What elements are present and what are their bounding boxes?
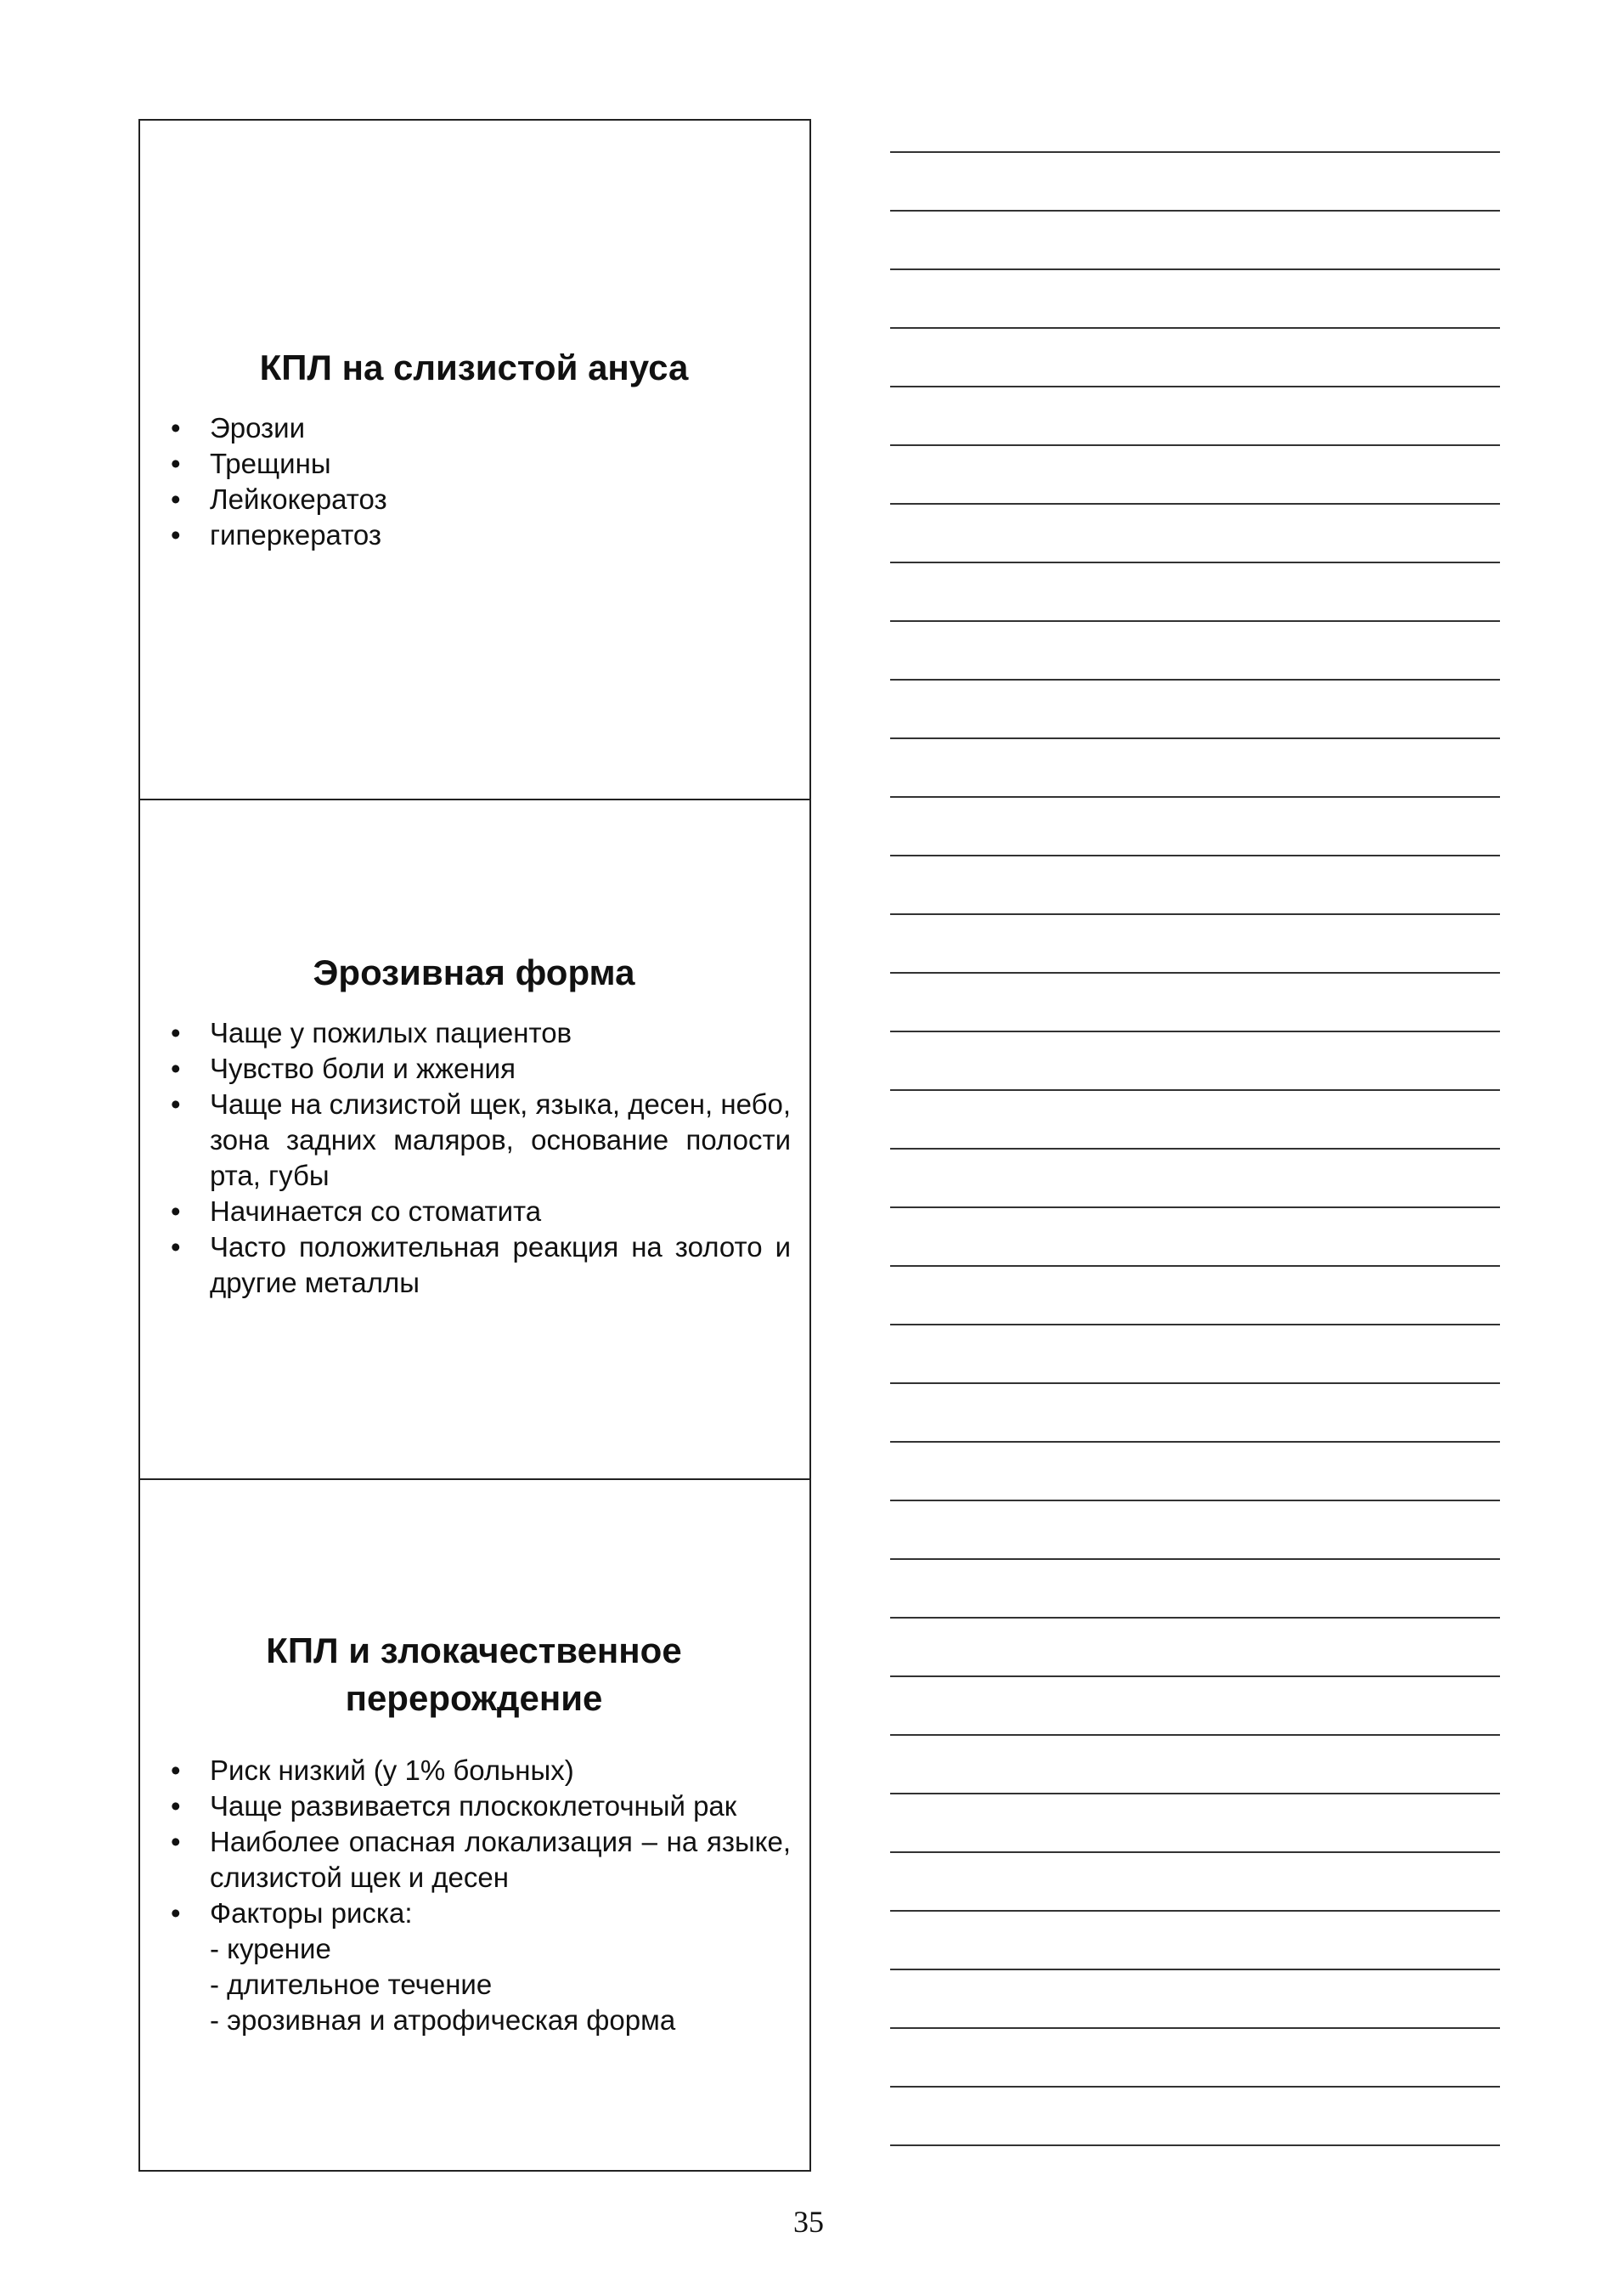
note-line (890, 1031, 1500, 1032)
note-line (890, 2086, 1500, 2088)
bullet-icon: • (171, 412, 181, 444)
risk-factor-item: - курение (210, 1933, 331, 1964)
bullet-list (157, 410, 791, 553)
page-number: 35 (793, 2205, 824, 2239)
note-line (890, 1500, 1500, 1501)
note-line (890, 1148, 1500, 1150)
note-line (890, 972, 1500, 974)
slide-title: КПЛ на слизистой ануса (259, 347, 689, 387)
bullet-icon: • (171, 1790, 181, 1822)
risk-factor-item: - эрозивная и атрофическая форма (210, 2004, 676, 2036)
note-line (890, 210, 1500, 212)
bullet-icon: • (171, 1754, 181, 1786)
note-line (890, 855, 1500, 856)
note-line (890, 796, 1500, 798)
bullet-icon: • (171, 1897, 181, 1929)
slide-erosive-form (140, 800, 809, 1480)
bullet-item: • Чаще у пожилых пациентов (157, 1015, 791, 1051)
bullet-icon: • (171, 1826, 181, 1857)
slide-title-line: перерождение (345, 1678, 603, 1718)
slide-malignancy (140, 1480, 809, 2172)
slides-column (138, 119, 811, 2172)
note-line (890, 1851, 1500, 1853)
bullet-icon: • (171, 448, 181, 479)
slide-title-line: КПЛ и злокачественное (266, 1630, 682, 1670)
note-line (890, 2144, 1500, 2146)
note-line (890, 620, 1500, 622)
note-line (890, 1265, 1500, 1267)
bullet-item: • Часто положительная реакция на золото и другие металлы (171, 1231, 791, 1298)
bullet-list (157, 1015, 791, 1301)
note-line (890, 1441, 1500, 1443)
note-line (890, 1617, 1500, 1619)
bullet-item: • Чаще развивается плоскоклеточный рак (157, 1788, 791, 1824)
note-line (890, 1675, 1500, 1677)
note-line (890, 1558, 1500, 1560)
note-line (890, 268, 1500, 270)
bullet-item: • Начинается со стоматита (157, 1194, 791, 1229)
bullet-icon: • (171, 1088, 181, 1120)
note-line (890, 2027, 1500, 2029)
note-line (890, 562, 1500, 563)
note-line (890, 913, 1500, 915)
note-line (890, 503, 1500, 505)
note-line (890, 1089, 1500, 1091)
bullet-icon: • (171, 1017, 181, 1048)
bullet-list (157, 1753, 791, 2038)
bullet-item: • Эрозии (157, 410, 791, 446)
note-line (890, 1734, 1500, 1736)
bullet-item: • Факторы риска: (157, 1896, 791, 1931)
bullet-icon: • (171, 1195, 181, 1227)
note-line (890, 386, 1500, 387)
note-line (890, 1910, 1500, 1912)
slide-title: Эрозивная форма (313, 952, 635, 992)
note-line (890, 679, 1500, 681)
bullet-icon: • (171, 1231, 181, 1263)
bullet-icon: • (171, 519, 181, 551)
risk-factor-item: - длительное течение (210, 1969, 493, 2000)
bullet-item: • Трещины (157, 446, 791, 482)
bullet-icon: • (171, 1053, 181, 1084)
note-line (890, 1324, 1500, 1325)
note-line (890, 444, 1500, 446)
bullet-item: • Чувство боли и жжения (157, 1051, 791, 1087)
slide-anus (140, 121, 809, 800)
bullet-item: • гиперкератоз (157, 517, 791, 553)
bullet-icon: • (171, 483, 181, 515)
note-line (890, 1206, 1500, 1208)
note-line (890, 1793, 1500, 1794)
note-line (890, 151, 1500, 153)
note-line (890, 1382, 1500, 1384)
bullet-item: • Лейкокератоз (157, 482, 791, 517)
bullet-item: • Чаще на слизистой щек, языка, десен, небо, зона задних маляров, основание полости рта, губы (171, 1088, 791, 1191)
note-line (890, 737, 1500, 739)
note-line (890, 327, 1500, 329)
bullet-item: • Риск низкий (у 1% больных) (157, 1753, 791, 1788)
bullet-item: • Наиболее опасная локализация – на языке, слизистой щек и десен (171, 1826, 791, 1893)
note-line (890, 1969, 1500, 1970)
slide-title (157, 1627, 791, 1722)
